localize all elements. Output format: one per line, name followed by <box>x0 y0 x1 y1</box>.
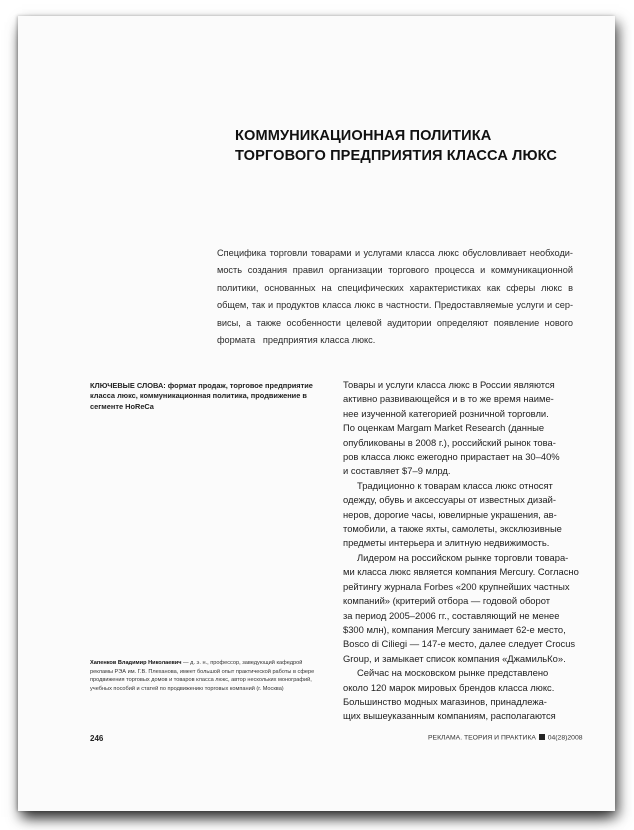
body-line: Сейчас на московском рынке представлено <box>357 667 549 679</box>
author-text: — д. э. н., профессор, заведующий кафедрой <box>181 660 303 666</box>
title-line: КОММУНИКАЦИОННАЯ ПОЛИТИКА <box>235 128 492 144</box>
abstract-line: формата предприятия класса люкс. <box>217 335 376 346</box>
body-line: предметы интерьера и элитную недвижимость. <box>343 537 550 549</box>
author-line: рекламы РЭА им. Г.В. Плеханова, имеет большой опыт практической работы в сфере <box>90 668 315 675</box>
body-line: за период 2005–2006 гг., составляющий не менее <box>343 609 560 621</box>
article-title <box>235 126 615 166</box>
title-line: ТОРГОВОГО ПРЕДПРИЯТИЯ КЛАССА ЛЮКС <box>235 148 558 164</box>
page-number: 246 <box>90 734 104 743</box>
body-line: рейтингу журнала Forbes «200 крупнейших частных <box>343 580 570 592</box>
author-line: учебных пособий и статей по продвижению торговых компаний (г. Москва) <box>90 685 284 692</box>
body-line: ров класса люкс ежегодно прирастает на 30–40% <box>343 451 560 463</box>
article-abstract <box>217 245 573 349</box>
journal-footer <box>428 734 583 742</box>
body-line: нее изученной категорией розничной торговли. <box>343 407 549 419</box>
body-line: Group, и замыкает список компания «ДжамильКо». <box>343 652 566 664</box>
author-name: Хапенков Владимир Николаевич <box>90 660 182 666</box>
body-line: и составляет $7–9 млрд. <box>343 465 451 477</box>
abstract-line: мость создания правил организации торгового процесса и коммуникационной <box>217 265 573 276</box>
keywords-block <box>90 381 320 412</box>
keywords-line: класса люкс, коммуникационная политика, продвижение в <box>90 391 307 401</box>
author-line <box>90 659 322 668</box>
abstract-line: висы, а также особенности целевой аудитории определяют появление нового <box>217 317 573 328</box>
body-line: неров, дорогие часы, ювелирные украшения, ав- <box>343 508 557 520</box>
body-line: ми класса люкс является компания Mercury. Согласно <box>343 566 579 578</box>
body-line: компаний» (критерий отбора — годовой оборот <box>343 595 551 607</box>
square-separator-icon <box>539 734 545 740</box>
author-line: продвижения торговых домов и товаров класса люкс, автор нескольких монографий, <box>90 677 312 684</box>
abstract-line: общем, так и продуктов класса люкс в частности. Предоставляемые услуги и сер- <box>217 300 573 311</box>
body-line: Большинство модных магазинов, принадлежа- <box>343 695 547 707</box>
body-line: По оценкам Margam Market Research (данные <box>343 422 545 434</box>
abstract-line: Специфика торговли товарами и услугами класса люкс обусловливает необходи- <box>217 248 573 258</box>
body-line: активно развивающейся и в то же время наиме- <box>343 393 554 405</box>
body-line: Традиционно к товарам класса люкс относят <box>357 479 553 491</box>
article-body <box>343 378 577 724</box>
body-line: $300 млн), компания Mercury занимает 62-е место, <box>343 623 566 635</box>
body-line: щих вышеуказанным компаниям, располагаются <box>343 710 556 722</box>
body-line: томобили, а также яхты, самолеты, эксклюзивные <box>343 523 562 535</box>
keywords-line: КЛЮЧЕВЫЕ СЛОВА: формат продаж, торговое предприятие <box>90 381 313 390</box>
body-line: опубликованы в 2008 г.), российский рынок това- <box>343 436 556 448</box>
abstract-line: политики, основанных на специфических характеристиках как сферы люкс в <box>217 282 573 293</box>
body-line: Bosco di Ciliegi — 147-е место, далее следует Crocus <box>343 638 576 650</box>
journal-issue: 04(28)2008 <box>547 734 583 742</box>
body-line: одежду, обувь и аксессуары от известных дизай- <box>343 494 557 506</box>
body-line: Товары и услуги класса люкс в России являются <box>343 379 555 390</box>
author-note <box>90 659 322 693</box>
journal-name: РЕКЛАМА. ТЕОРИЯ И ПРАКТИКА <box>428 734 536 742</box>
body-line: около 120 марок мировых брендов класса люкс. <box>343 681 555 693</box>
body-line: Лидером на российском рынке торговли товара- <box>357 551 569 563</box>
keywords-line: сегменте HoReCa <box>90 401 154 411</box>
